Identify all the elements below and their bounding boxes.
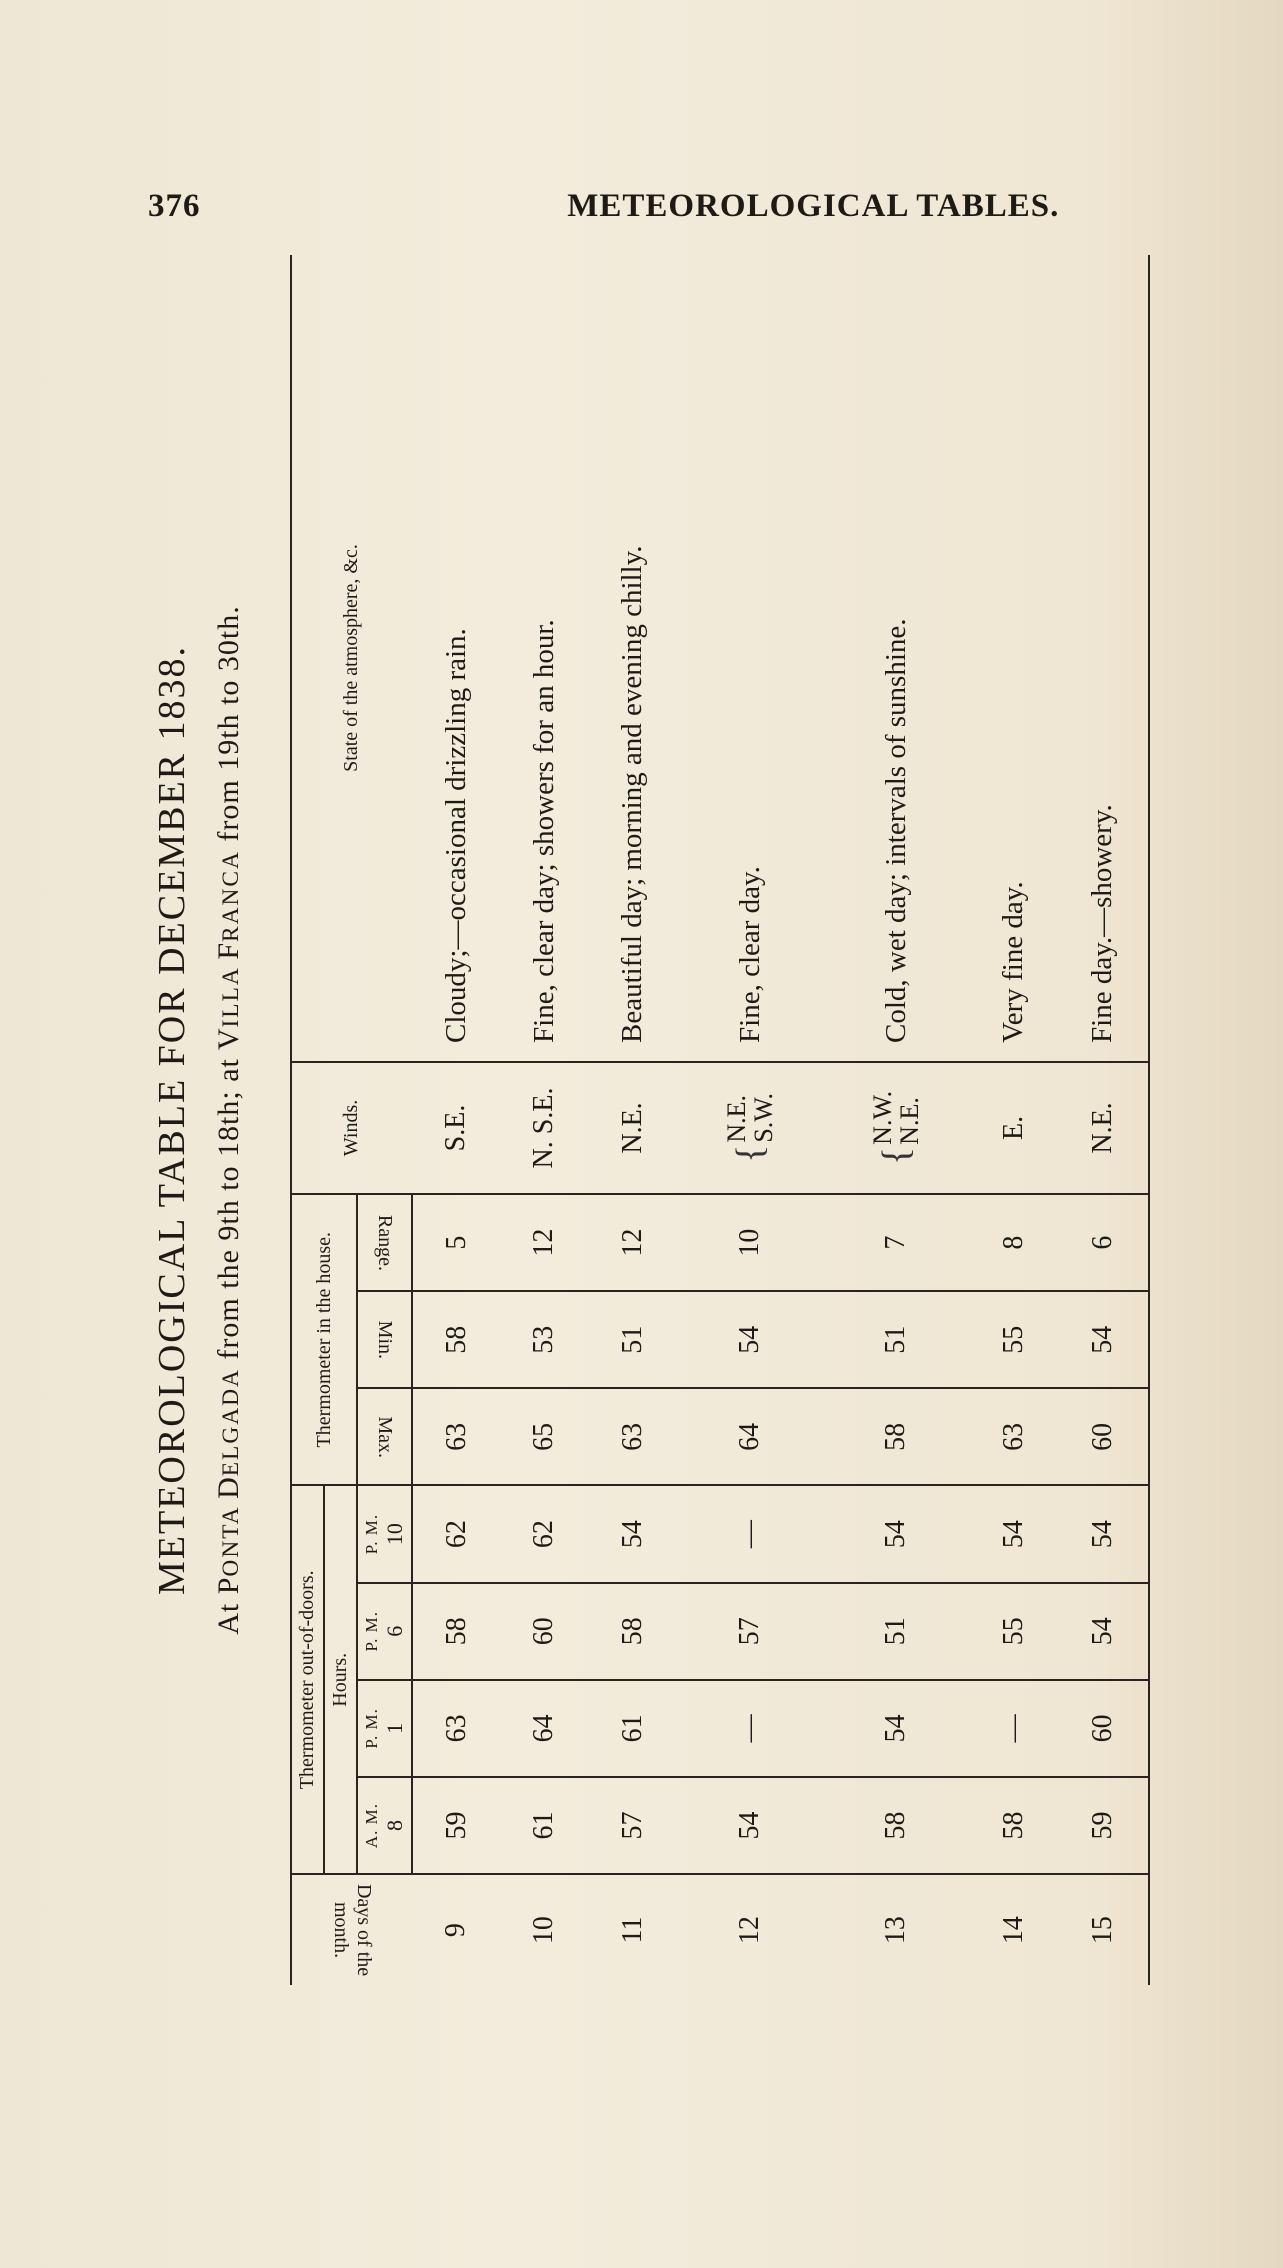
pm6-cell: 58 bbox=[589, 1583, 677, 1680]
brace-icon: { bbox=[875, 1146, 918, 1166]
day-cell: 10 bbox=[528, 1916, 560, 1945]
pm10-cell: 54 bbox=[823, 1485, 969, 1582]
hour-8am-header: A. M. 8 bbox=[357, 1777, 412, 1874]
day-cell: 11 bbox=[616, 1916, 648, 1944]
max-cell: 63 bbox=[969, 1388, 1057, 1485]
wind-cell: N.E. bbox=[589, 1062, 677, 1194]
state-cell: Beautiful day; morning and evening chilly. bbox=[589, 255, 677, 1062]
state-cell: Fine, clear day. bbox=[677, 255, 823, 1062]
hours-header: Hours. bbox=[324, 1485, 357, 1874]
min-cell: 51 bbox=[589, 1291, 677, 1388]
brace-icon: { bbox=[729, 1144, 772, 1163]
day-cell: 14 bbox=[997, 1916, 1029, 1945]
pm1-cell: 63 bbox=[412, 1680, 500, 1777]
pm6-cell: 54 bbox=[1058, 1583, 1149, 1680]
meteorological-table bbox=[290, 255, 1150, 1985]
table-row bbox=[823, 255, 969, 1985]
range-cell: 6 bbox=[1058, 1194, 1149, 1291]
state-cell: Cloudy;—occasional drizzling rain. bbox=[412, 255, 500, 1062]
indoor-thermometer-header: Thermometer in the house. bbox=[291, 1194, 357, 1485]
hour-1pm-header: P. M. 1 bbox=[357, 1680, 412, 1777]
min-cell: 51 bbox=[823, 1291, 969, 1388]
table-row bbox=[412, 255, 500, 1985]
wind-cell: {N.W. N.E. bbox=[823, 1062, 969, 1194]
pm10-cell: 62 bbox=[500, 1485, 588, 1582]
day-cell: 13 bbox=[880, 1916, 912, 1945]
am8-cell: 59 bbox=[412, 1777, 500, 1874]
min-cell: 58 bbox=[412, 1291, 500, 1388]
min-cell: 55 bbox=[969, 1291, 1057, 1388]
min-cell: 54 bbox=[1058, 1291, 1149, 1388]
table-row bbox=[589, 255, 677, 1985]
winds-header: Winds. bbox=[291, 1062, 412, 1194]
wind-cell: N. S.E. bbox=[500, 1062, 588, 1194]
pm10-cell: 54 bbox=[969, 1485, 1057, 1582]
table-row bbox=[677, 255, 823, 1985]
range-cell: 10 bbox=[677, 1194, 823, 1291]
pm6-cell: 57 bbox=[677, 1583, 823, 1680]
day-cell: 12 bbox=[734, 1916, 766, 1945]
am8-cell: 61 bbox=[500, 1777, 588, 1874]
wind-cell: E. bbox=[969, 1062, 1057, 1194]
pm1-cell: 60 bbox=[1058, 1680, 1149, 1777]
pm6-cell: 60 bbox=[500, 1583, 588, 1680]
max-cell: 65 bbox=[500, 1388, 588, 1485]
am8-cell: 57 bbox=[589, 1777, 677, 1874]
am8-cell: 58 bbox=[969, 1777, 1057, 1874]
table-subtitle: At PONTA DELGADA from the 9th to 18th; at VILLA FRANCA from 19th to 30th. bbox=[212, 605, 245, 1635]
wind-cell: N.E. bbox=[1058, 1062, 1149, 1194]
max-cell: 64 bbox=[677, 1388, 823, 1485]
table-row bbox=[1058, 255, 1149, 1985]
pm10-cell: — bbox=[677, 1485, 823, 1582]
range-cell: 7 bbox=[823, 1194, 969, 1291]
state-cell: Fine, clear day; showers for an hour. bbox=[500, 255, 588, 1062]
am8-cell: 54 bbox=[677, 1777, 823, 1874]
pm1-cell: — bbox=[677, 1680, 823, 1777]
day-cell: 9 bbox=[440, 1923, 472, 1938]
table-row bbox=[969, 255, 1057, 1985]
pm1-cell: 61 bbox=[589, 1680, 677, 1777]
range-cell: 12 bbox=[500, 1194, 588, 1291]
am8-cell: 59 bbox=[1058, 1777, 1149, 1874]
range-cell: 5 bbox=[412, 1194, 500, 1291]
day-cell: 15 bbox=[1058, 1874, 1149, 1985]
max-cell: 63 bbox=[589, 1388, 677, 1485]
rotated-table-block bbox=[150, 255, 1150, 1985]
pm10-cell: 54 bbox=[1058, 1485, 1149, 1582]
outdoor-thermometer-header: Thermometer out-of-doors. bbox=[291, 1485, 324, 1874]
min-cell: 53 bbox=[500, 1291, 588, 1388]
pm1-cell: — bbox=[969, 1680, 1057, 1777]
running-title: METEOROLOGICAL TABLES. bbox=[567, 188, 1060, 224]
hour-6pm-header: P. M. 6 bbox=[357, 1583, 412, 1680]
state-cell: Cold, wet day; intervals of sunshine. bbox=[823, 255, 969, 1062]
state-cell: Fine day.—showery. bbox=[1058, 255, 1149, 1062]
max-cell: 58 bbox=[823, 1388, 969, 1485]
range-cell: 8 bbox=[969, 1194, 1057, 1291]
hour-10pm-header: P. M. 10 bbox=[357, 1485, 412, 1582]
min-cell: 54 bbox=[677, 1291, 823, 1388]
max-cell: 63 bbox=[412, 1388, 500, 1485]
pm1-cell: 54 bbox=[823, 1680, 969, 1777]
table-row bbox=[500, 255, 588, 1985]
pm10-cell: 62 bbox=[412, 1485, 500, 1582]
range-header: Range. bbox=[357, 1194, 412, 1291]
pm6-cell: 58 bbox=[412, 1583, 500, 1680]
wind-cell: S.E. bbox=[412, 1062, 500, 1194]
table-title: METEOROLOGICAL TABLE FOR DECEMBER 1838. bbox=[151, 645, 193, 1596]
range-cell: 12 bbox=[589, 1194, 677, 1291]
pm1-cell: 64 bbox=[500, 1680, 588, 1777]
page-header bbox=[148, 188, 1148, 225]
state-header: State of the atmosphere, &c. bbox=[291, 255, 412, 1062]
max-cell: 60 bbox=[1058, 1388, 1149, 1485]
min-header: Min. bbox=[357, 1291, 412, 1388]
am8-cell: 58 bbox=[823, 1777, 969, 1874]
pm10-cell: 54 bbox=[589, 1485, 677, 1582]
state-cell: Very fine day. bbox=[969, 255, 1057, 1062]
pm6-cell: 55 bbox=[969, 1583, 1057, 1680]
page-number: 376 bbox=[148, 188, 201, 224]
max-header: Max. bbox=[357, 1388, 412, 1485]
pm6-cell: 51 bbox=[823, 1583, 969, 1680]
days-header: Days of the month. bbox=[291, 1874, 412, 1985]
wind-cell: {N.E. S.W. bbox=[677, 1062, 823, 1194]
